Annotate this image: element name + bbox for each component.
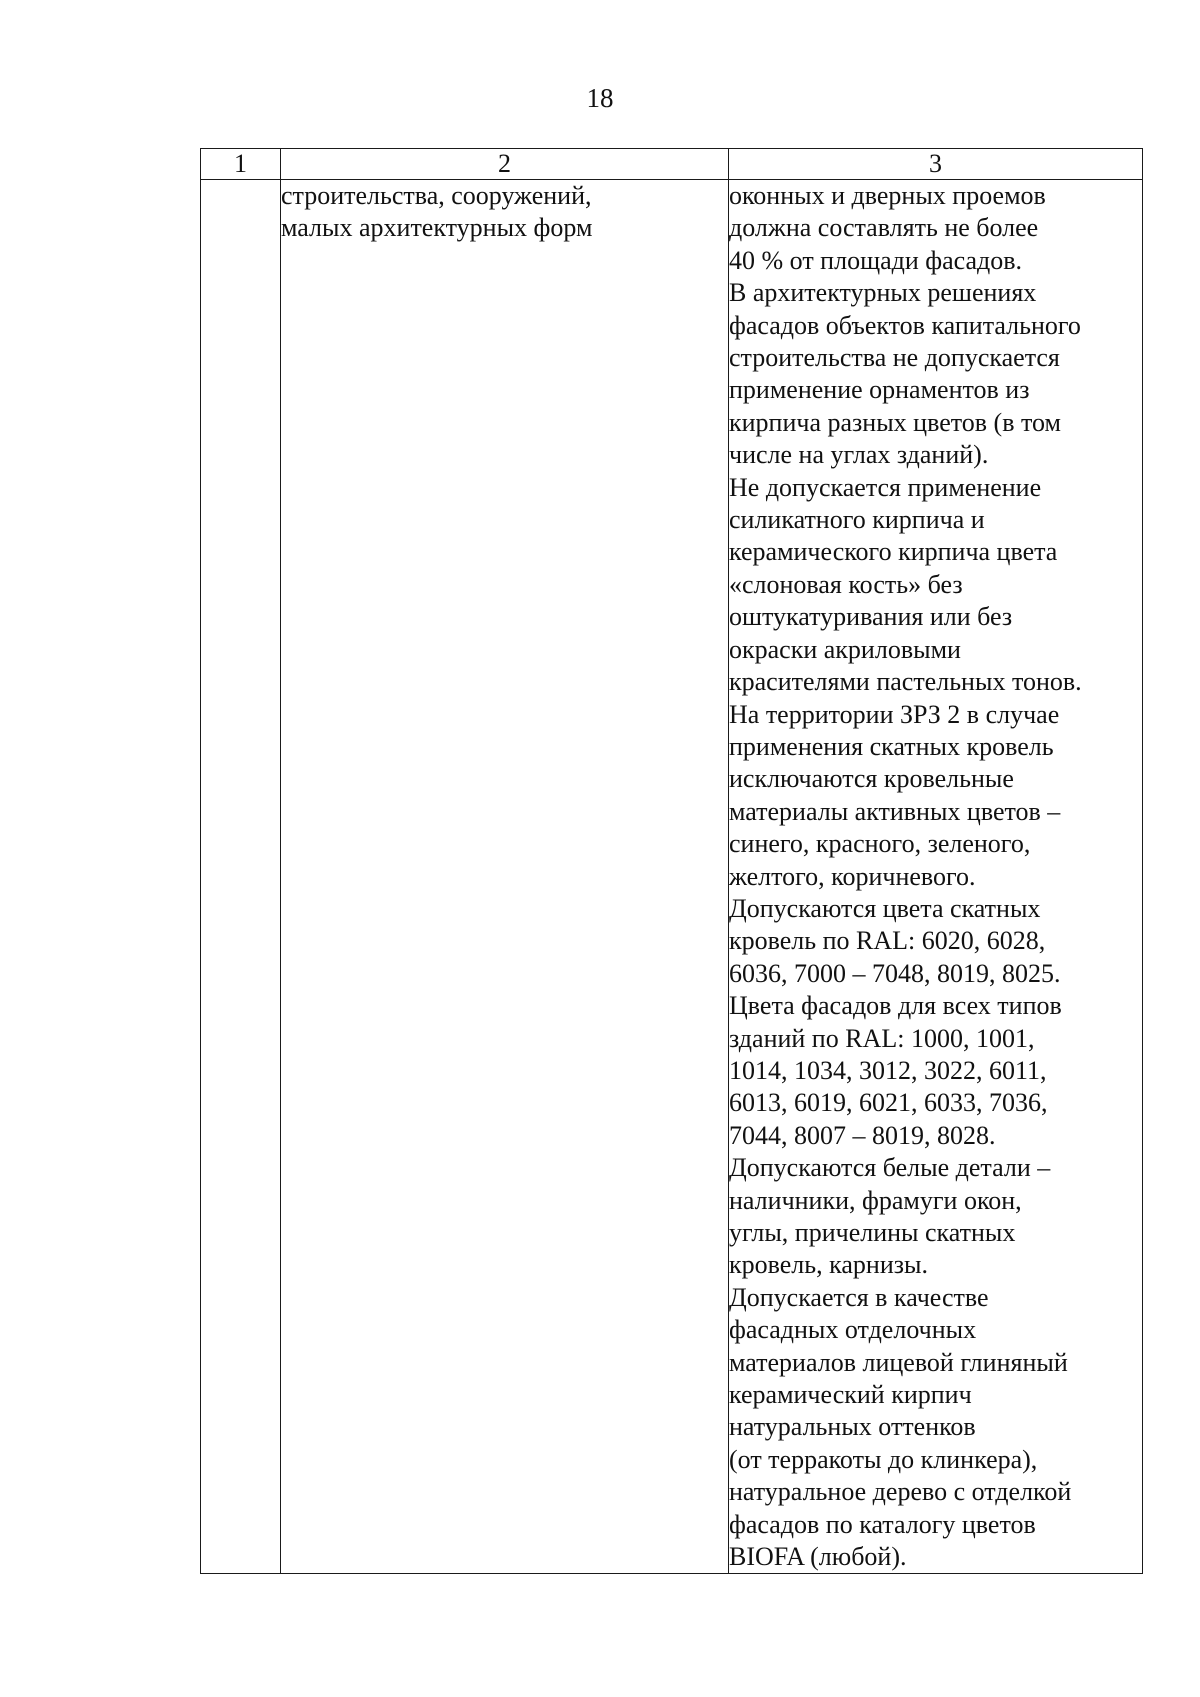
text-line: натуральных оттенков: [729, 1412, 976, 1442]
text-line: 7044, 8007 – 8019, 8028.: [729, 1120, 996, 1150]
table-header-row: [201, 149, 1143, 180]
column-header-2: 2: [281, 149, 729, 180]
text-line: оштукатуривания или без: [729, 602, 1013, 632]
text-line: В архитектурных решениях: [729, 278, 1037, 308]
page-number: 18: [586, 83, 614, 113]
text-line: малых архитектурных форм: [281, 213, 593, 243]
text-line: фасадов по каталогу цветов: [729, 1509, 1036, 1539]
text-line: На территории ЗРЗ 2 в случае: [729, 699, 1060, 729]
text-line: силикатного кирпича и: [729, 505, 985, 535]
text-line: керамический кирпич: [729, 1380, 972, 1410]
text-line: оконных и дверных проемов: [729, 181, 1046, 210]
text-line: фасадных отделочных: [729, 1315, 977, 1345]
text-line: материалы активных цветов –: [729, 796, 1061, 826]
text-line: зданий по RAL: 1000, 1001,: [729, 1023, 1035, 1053]
text-line: углы, причелины скатных: [729, 1218, 1016, 1247]
column-header-1: 1: [201, 149, 281, 180]
text-line: «слоновая кость» без: [729, 569, 963, 599]
text-line: Цвета фасадов для всех типов: [729, 991, 1062, 1021]
text-line: Допускаются цвета скатных: [729, 893, 1041, 923]
text-line: Не допускается применение: [729, 472, 1042, 502]
cell-column-3: [729, 180, 1143, 1574]
text-line: должна составлять не более: [729, 213, 1039, 243]
text-line: фасадов объектов капитального: [729, 310, 1081, 340]
text-line: желтого, коричневого.: [729, 861, 976, 891]
text-line: кирпича разных цветов (в том: [729, 407, 1061, 437]
text-line: керамического кирпича цвета: [729, 537, 1058, 567]
text-line: окраски акриловыми: [729, 634, 961, 664]
text-line: наличники, фрамуги окон,: [729, 1185, 1022, 1215]
text-line: красителями пастельных тонов.: [729, 667, 1082, 697]
cell-column-2: [281, 180, 729, 1574]
text-line: Допускаются белые детали –: [729, 1153, 1051, 1183]
text-line: 40 % от площади фасадов.: [729, 245, 1023, 275]
table-row: [201, 180, 1143, 1574]
text-line: материалов лицевой глиняный: [729, 1347, 1068, 1377]
text-line: 6036, 7000 – 7048, 8019, 8025.: [729, 958, 1061, 988]
text-line: применения скатных кровель: [729, 731, 1054, 761]
text-line: кровель, карнизы.: [729, 1250, 928, 1280]
text-line: 1014, 1034, 3012, 3022, 6011,: [729, 1055, 1047, 1085]
text-line: строительства, сооружений,: [281, 181, 592, 210]
text-line: исключаются кровельные: [729, 764, 1014, 794]
text-line: BIOFA (любой).: [729, 1542, 907, 1572]
text-line: Допускается в качестве: [729, 1282, 989, 1312]
text-line: (от терракоты до клинкера),: [729, 1444, 1038, 1474]
cell-column-1: [201, 180, 281, 1574]
text-line: числе на углах зданий).: [729, 440, 989, 470]
column-header-3: 3: [729, 149, 1143, 180]
text-line: строительства не допускается: [729, 343, 1060, 373]
text-line: применение орнаментов из: [729, 375, 1030, 405]
text-line: кровель по RAL: 6020, 6028,: [729, 926, 1046, 956]
document-table: [200, 148, 1143, 1574]
text-line: 6013, 6019, 6021, 6033, 7036,: [729, 1088, 1048, 1118]
text-line: синего, красного, зеленого,: [729, 829, 1031, 859]
text-line: натуральное дерево с отделкой: [729, 1477, 1072, 1507]
